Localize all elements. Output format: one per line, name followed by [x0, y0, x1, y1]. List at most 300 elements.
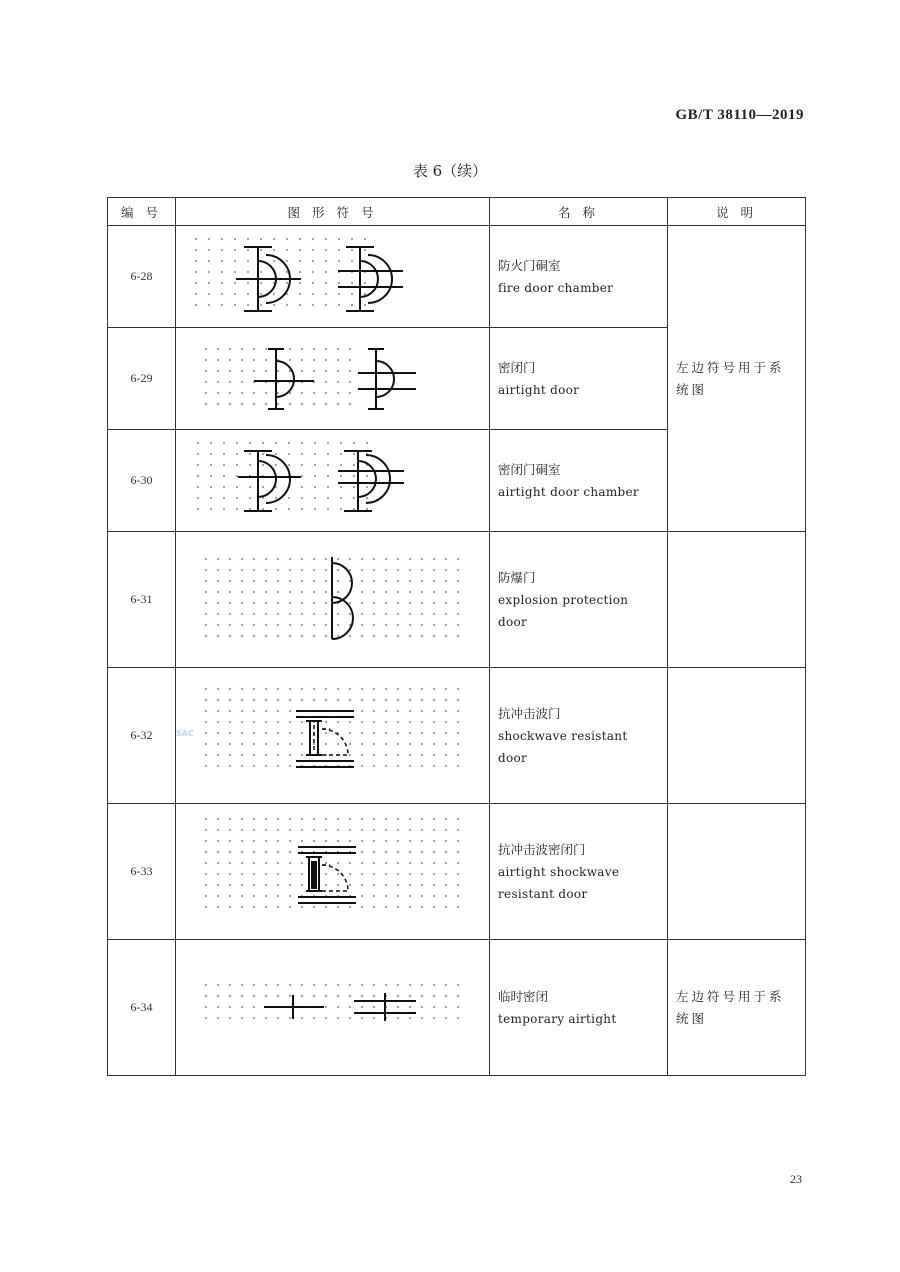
grid-dot: [361, 709, 363, 711]
row-note: 左边符号用于系统图: [668, 940, 806, 1076]
grid-dot: [229, 894, 231, 896]
grid-dot: [445, 753, 447, 755]
grid-dot: [349, 612, 351, 614]
grid-dot: [325, 248, 327, 250]
grid-dot: [289, 698, 291, 700]
grid-dot: [253, 905, 255, 907]
grid-dot: [265, 687, 267, 689]
grid-dot: [288, 452, 290, 454]
row-note: 左边符号用于系统图: [668, 226, 806, 532]
grid-dot: [301, 698, 303, 700]
grid-dot: [409, 698, 411, 700]
grid-dot: [289, 850, 291, 852]
grid-dot: [325, 358, 327, 360]
grid-dot: [373, 850, 375, 852]
grid-dot: [421, 994, 423, 996]
grid-dot: [234, 281, 236, 283]
grid-dot: [337, 839, 339, 841]
grid-dot: [361, 623, 363, 625]
grid-dot: [361, 590, 363, 592]
grid-dot: [289, 828, 291, 830]
grid-dot: [327, 474, 329, 476]
grid-dot: [205, 883, 207, 885]
grid-dot: [265, 347, 267, 349]
grid-dot: [409, 731, 411, 733]
grid-dot: [229, 742, 231, 744]
grid-dot: [288, 507, 290, 509]
grid-dot: [253, 872, 255, 874]
grid-dot: [217, 687, 219, 689]
grid-dot: [273, 303, 275, 305]
grid-dot: [229, 731, 231, 733]
grid-dot: [325, 687, 327, 689]
grid-dot: [301, 358, 303, 360]
grid-dot: [361, 905, 363, 907]
grid-dot: [325, 292, 327, 294]
grid-dot: [289, 612, 291, 614]
grid-dot: [277, 994, 279, 996]
grid-dot: [361, 850, 363, 852]
grid-dot: [217, 731, 219, 733]
grid-dot: [337, 391, 339, 393]
grid-dot: [262, 452, 264, 454]
grid-dot: [313, 839, 315, 841]
grid-dot: [361, 753, 363, 755]
grid-dot: [397, 698, 399, 700]
grid-dot: [205, 994, 207, 996]
grid-dot: [361, 634, 363, 636]
grid-dot: [277, 391, 279, 393]
grid-dot: [433, 861, 435, 863]
grid-dot: [301, 883, 303, 885]
grid-dot: [221, 292, 223, 294]
grid-dot: [337, 579, 339, 581]
grid-dot: [210, 474, 212, 476]
grid-dot: [229, 347, 231, 349]
grid-dot: [247, 259, 249, 261]
airtight-door-chamber-symbol: [176, 431, 488, 531]
grid-dot: [217, 828, 219, 830]
grid-dot: [205, 731, 207, 733]
grid-dot: [277, 698, 279, 700]
grid-dot: [253, 698, 255, 700]
grid-dot: [277, 850, 279, 852]
grid-dot: [385, 883, 387, 885]
grid-dot: [241, 687, 243, 689]
grid-dot: [373, 731, 375, 733]
grid-dot: [349, 369, 351, 371]
grid-dot: [221, 237, 223, 239]
row-name: [490, 430, 668, 532]
table-row: [108, 226, 806, 328]
grid-dot: [314, 463, 316, 465]
grid-dot: [253, 579, 255, 581]
grid-dot: [385, 731, 387, 733]
grid-dot: [337, 742, 339, 744]
grid-dot: [229, 883, 231, 885]
grid-dot: [337, 380, 339, 382]
grid-dot: [457, 720, 459, 722]
grid-dot: [205, 698, 207, 700]
grid-dot: [445, 905, 447, 907]
grid-dot: [325, 994, 327, 996]
grid-dot: [289, 1016, 291, 1018]
grid-dot: [253, 883, 255, 885]
fire-door-chamber-symbol: [176, 227, 488, 327]
grid-dot: [234, 259, 236, 261]
grid-dot: [457, 623, 459, 625]
grid-dot: [241, 579, 243, 581]
grid-dot: [385, 764, 387, 766]
symbol-cell: [176, 328, 490, 430]
grid-dot: [265, 634, 267, 636]
grid-dot: [349, 753, 351, 755]
grid-dot: [409, 601, 411, 603]
grid-dot: [217, 850, 219, 852]
grid-dot: [385, 817, 387, 819]
grid-dot: [433, 568, 435, 570]
grid-dot: [421, 557, 423, 559]
name-english: temporary airtight: [498, 1011, 617, 1026]
grid-dot: [385, 687, 387, 689]
symbol-cell: [176, 668, 490, 804]
grid-dot: [277, 742, 279, 744]
grid-dot: [301, 612, 303, 614]
grid-dot: [385, 894, 387, 896]
grid-dot: [457, 883, 459, 885]
grid-dot: [337, 612, 339, 614]
grid-dot: [421, 709, 423, 711]
grid-dot: [409, 579, 411, 581]
grid-dot: [197, 474, 199, 476]
grid-dot: [373, 634, 375, 636]
grid-dot: [421, 861, 423, 863]
grid-dot: [409, 709, 411, 711]
grid-dot: [312, 281, 314, 283]
grid-dot: [351, 292, 353, 294]
grid-dot: [277, 861, 279, 863]
table-caption: 表 6（续）: [412, 162, 488, 180]
grid-dot: [433, 753, 435, 755]
shockwave-resistant-door-symbol: [176, 669, 488, 803]
grid-dot: [325, 883, 327, 885]
grid-dot: [361, 817, 363, 819]
grid-dot: [253, 894, 255, 896]
grid-dot: [421, 634, 423, 636]
grid-dot: [247, 292, 249, 294]
grid-dot: [349, 839, 351, 841]
grid-dot: [457, 1016, 459, 1018]
grid-dot: [208, 303, 210, 305]
grid-dot: [241, 872, 243, 874]
grid-dot: [289, 568, 291, 570]
grid-dot: [337, 358, 339, 360]
grid-dot: [373, 720, 375, 722]
grid-dot: [299, 259, 301, 261]
grid-dot: [205, 861, 207, 863]
grid-dot: [289, 839, 291, 841]
grid-dot: [229, 753, 231, 755]
grid-dot: [366, 441, 368, 443]
grid-dot: [421, 731, 423, 733]
grid-dot: [253, 634, 255, 636]
grid-dot: [301, 590, 303, 592]
grid-dot: [445, 720, 447, 722]
grid-dot: [385, 709, 387, 711]
grid-dot: [229, 612, 231, 614]
grid-dot: [288, 496, 290, 498]
grid-dot: [385, 872, 387, 874]
grid-dot: [313, 742, 315, 744]
grid-dot: [229, 590, 231, 592]
symbol-cell: [176, 940, 490, 1076]
grid-dot: [221, 303, 223, 305]
grid-dot: [349, 568, 351, 570]
grid-dot: [205, 850, 207, 852]
grid-dot: [301, 391, 303, 393]
grid-dot: [313, 828, 315, 830]
grid-dot: [325, 828, 327, 830]
grid-dot: [385, 601, 387, 603]
grid-dot: [195, 292, 197, 294]
grid-dot: [217, 568, 219, 570]
grid-dot: [327, 485, 329, 487]
grid-dot: [301, 507, 303, 509]
grid-dot: [325, 391, 327, 393]
grid-dot: [397, 1016, 399, 1018]
grid-dot: [241, 753, 243, 755]
grid-dot: [221, 259, 223, 261]
grid-dot: [289, 720, 291, 722]
grid-dot: [223, 474, 225, 476]
grid-dot: [325, 281, 327, 283]
grid-dot: [195, 259, 197, 261]
grid-dot: [457, 568, 459, 570]
grid-dot: [445, 883, 447, 885]
grid-dot: [289, 994, 291, 996]
grid-dot: [361, 1005, 363, 1007]
grid-dot: [349, 601, 351, 603]
grid-dot: [361, 983, 363, 985]
grid-dot: [229, 634, 231, 636]
grid-dot: [385, 753, 387, 755]
grid-dot: [445, 1016, 447, 1018]
grid-dot: [397, 764, 399, 766]
grid-dot: [210, 507, 212, 509]
grid-dot: [445, 612, 447, 614]
grid-dot: [421, 817, 423, 819]
grid-dot: [397, 590, 399, 592]
grid-dot: [349, 557, 351, 559]
grid-dot: [409, 753, 411, 755]
grid-dot: [361, 579, 363, 581]
grid-dot: [445, 839, 447, 841]
symbol-cell: [176, 804, 490, 940]
grid-dot: [229, 720, 231, 722]
grid-dot: [409, 828, 411, 830]
grid-dot: [433, 612, 435, 614]
grid-dot: [223, 463, 225, 465]
grid-dot: [445, 709, 447, 711]
grid-dot: [260, 292, 262, 294]
grid-dot: [325, 1016, 327, 1018]
grid-dot: [325, 1005, 327, 1007]
grid-dot: [421, 850, 423, 852]
grid-dot: [433, 872, 435, 874]
grid-dot: [397, 742, 399, 744]
grid-dot: [433, 850, 435, 852]
grid-dot: [409, 894, 411, 896]
grid-dot: [337, 994, 339, 996]
table-row: [108, 940, 806, 1076]
grid-dot: [229, 687, 231, 689]
grid-dot: [301, 463, 303, 465]
grid-dot: [241, 720, 243, 722]
grid-dot: [337, 590, 339, 592]
grid-dot: [337, 623, 339, 625]
table-row: [108, 668, 806, 804]
grid-dot: [289, 358, 291, 360]
grid-dot: [265, 1016, 267, 1018]
grid-dot: [217, 994, 219, 996]
grid-dot: [445, 687, 447, 689]
grid-dot: [265, 557, 267, 559]
grid-dot: [340, 474, 342, 476]
grid-dot: [205, 568, 207, 570]
name-english: airtight door chamber: [498, 484, 639, 499]
grid-dot: [229, 1005, 231, 1007]
grid-dot: [313, 557, 315, 559]
grid-dot: [289, 983, 291, 985]
grid-dot: [361, 994, 363, 996]
grid-dot: [385, 698, 387, 700]
grid-dot: [353, 463, 355, 465]
grid-dot: [289, 557, 291, 559]
grid-dot: [208, 292, 210, 294]
grid-dot: [421, 905, 423, 907]
grid-dot: [312, 292, 314, 294]
grid-dot: [229, 698, 231, 700]
grid-dot: [445, 828, 447, 830]
table-row: [108, 804, 806, 940]
grid-dot: [445, 623, 447, 625]
grid-dot: [421, 764, 423, 766]
grid-dot: [265, 623, 267, 625]
grid-dot: [373, 994, 375, 996]
grid-dot: [265, 391, 267, 393]
grid-dot: [361, 557, 363, 559]
grid-dot: [397, 828, 399, 830]
grid-dot: [337, 861, 339, 863]
grid-dot: [301, 634, 303, 636]
grid-dot: [265, 850, 267, 852]
grid-dot: [340, 463, 342, 465]
grid-dot: [253, 612, 255, 614]
grid-dot: [361, 742, 363, 744]
grid-dot: [385, 612, 387, 614]
grid-dot: [205, 369, 207, 371]
grid-dot: [312, 303, 314, 305]
grid-dot: [197, 507, 199, 509]
grid-dot: [195, 303, 197, 305]
grid-dot: [277, 720, 279, 722]
table-row: [108, 532, 806, 668]
grid-dot: [457, 983, 459, 985]
grid-dot: [299, 248, 301, 250]
grid-dot: [236, 496, 238, 498]
grid-dot: [265, 720, 267, 722]
grid-dot: [289, 872, 291, 874]
grid-dot: [253, 1016, 255, 1018]
grid-dot: [433, 994, 435, 996]
grid-dot: [253, 623, 255, 625]
grid-dot: [208, 237, 210, 239]
grid-dot: [289, 634, 291, 636]
grid-dot: [277, 1016, 279, 1018]
grid-dot: [313, 391, 315, 393]
grid-dot: [397, 994, 399, 996]
grid-dot: [445, 994, 447, 996]
grid-dot: [409, 742, 411, 744]
grid-dot: [373, 698, 375, 700]
grid-dot: [299, 237, 301, 239]
grid-dot: [325, 634, 327, 636]
name-chinese: 密闭门: [498, 359, 536, 375]
grid-dot: [397, 983, 399, 985]
grid-dot: [385, 579, 387, 581]
grid-dot: [289, 402, 291, 404]
grid-dot: [385, 623, 387, 625]
grid-dot: [265, 861, 267, 863]
grid-dot: [265, 839, 267, 841]
row-name: [490, 328, 668, 430]
grid-dot: [409, 612, 411, 614]
grid-dot: [397, 687, 399, 689]
grid-dot: [421, 568, 423, 570]
grid-dot: [301, 839, 303, 841]
grid-dot: [301, 742, 303, 744]
grid-dot: [208, 270, 210, 272]
grid-dot: [409, 883, 411, 885]
grid-dot: [409, 623, 411, 625]
grid-dot: [277, 590, 279, 592]
grid-dot: [312, 270, 314, 272]
grid-dot: [349, 872, 351, 874]
grid-dot: [236, 507, 238, 509]
grid-dot: [314, 474, 316, 476]
grid-dot: [205, 579, 207, 581]
grid-dot: [361, 894, 363, 896]
grid-dot: [289, 601, 291, 603]
grid-dot: [325, 817, 327, 819]
grid-dot: [277, 579, 279, 581]
grid-dot: [327, 452, 329, 454]
grid-dot: [286, 303, 288, 305]
grid-dot: [397, 579, 399, 581]
grid-dot: [277, 709, 279, 711]
grid-dot: [421, 872, 423, 874]
grid-dot: [217, 764, 219, 766]
grid-dot: [260, 281, 262, 283]
grid-dot: [275, 452, 277, 454]
grid-dot: [325, 402, 327, 404]
grid-dot: [421, 623, 423, 625]
grid-dot: [301, 601, 303, 603]
grid-dot: [265, 764, 267, 766]
grid-dot: [349, 698, 351, 700]
grid-dot: [217, 861, 219, 863]
grid-dot: [301, 402, 303, 404]
